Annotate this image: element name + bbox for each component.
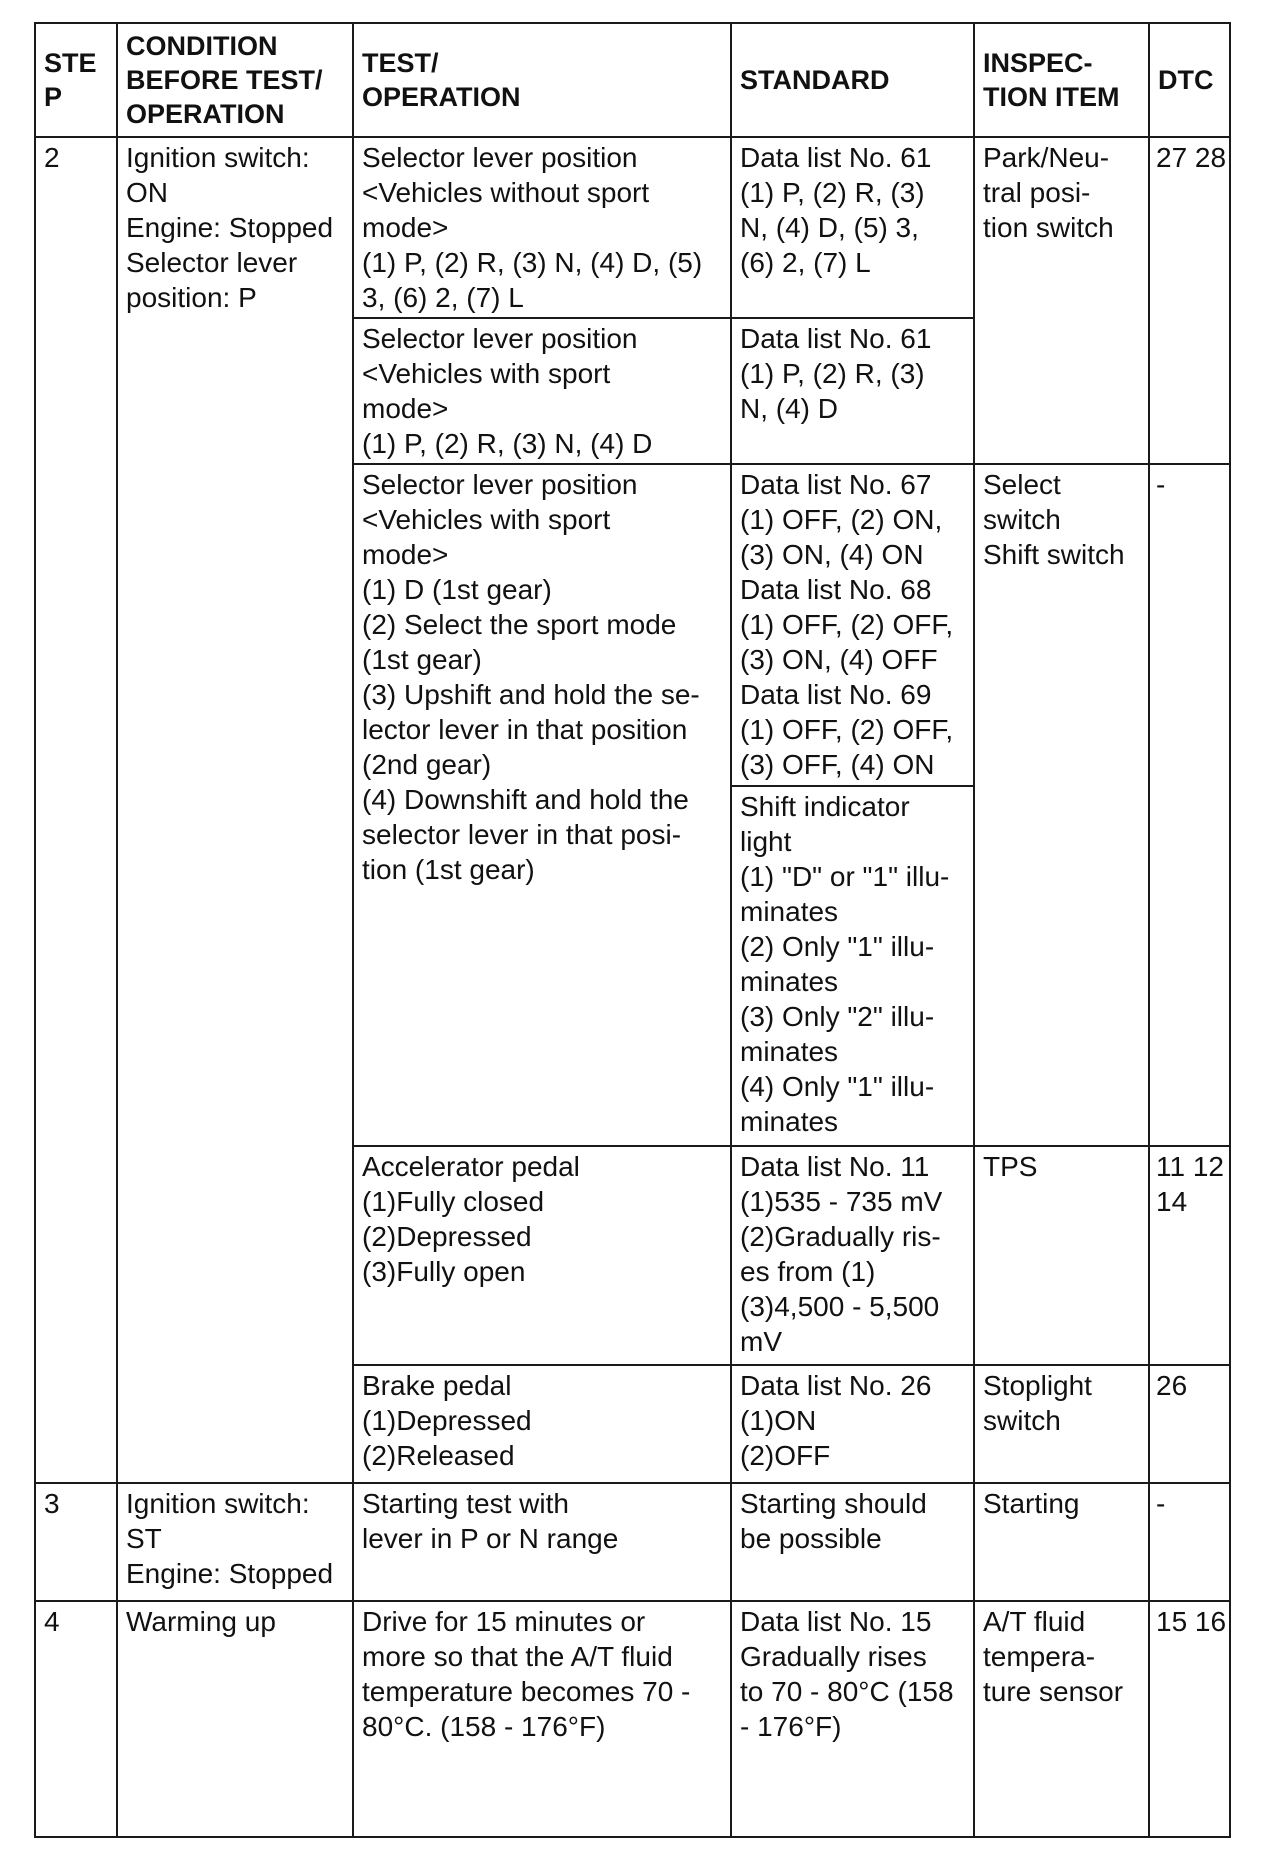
standard-cell: Data list No. 11 (1)535 - 735 mV (2)Gradually ris- es from (1) (3)4,500 - 5,500 mV xyxy=(731,1146,974,1365)
step-number: 2 xyxy=(35,137,117,1483)
dtc-cell: 26 xyxy=(1149,1365,1230,1483)
header-test: TEST/ OPERATION xyxy=(353,23,731,137)
step-number: 4 xyxy=(35,1601,117,1837)
test-cell: Brake pedal (1)Depressed (2)Released xyxy=(353,1365,731,1483)
standard-cell: Data list No. 61 (1) P, (2) R, (3) N, (4) D, (5) 3, (6) 2, (7) L xyxy=(731,137,974,318)
dtc-cell: 15 16 xyxy=(1149,1601,1230,1837)
inspection-cell: A/T fluid tempera- ture sensor xyxy=(974,1601,1149,1837)
header-row xyxy=(35,23,1230,137)
header-step: STE P xyxy=(35,23,117,137)
inspection-cell: Park/Neu- tral posi- tion switch xyxy=(974,137,1149,464)
dtc-cell: 11 12 14 xyxy=(1149,1146,1230,1365)
inspection-cell: TPS xyxy=(974,1146,1149,1365)
test-cell: Selector lever position <Vehicles without sport mode> (1) P, (2) R, (3) N, (4) D, (5) 3, (6) 2, (7) L xyxy=(353,137,731,318)
document-page xyxy=(34,22,1229,1862)
table-row xyxy=(35,1483,1230,1601)
test-cell: Starting test with lever in P or N range xyxy=(353,1483,731,1601)
standard-cell: Data list No. 67 (1) OFF, (2) ON, (3) ON, (4) ON Data list No. 68 (1) OFF, (2) OFF, (3) ON, (4) OFF Data list No. 69 (1) OFF, (2) OFF, (3) OFF, (4) ON xyxy=(731,464,974,786)
table-row xyxy=(35,137,1230,318)
inspection-cell: Stoplight switch xyxy=(974,1365,1149,1483)
dtc-cell: 27 28 xyxy=(1149,137,1230,464)
test-cell: Selector lever position <Vehicles with sport mode> (1) P, (2) R, (3) N, (4) D xyxy=(353,318,731,464)
test-cell: Drive for 15 minutes or more so that the A/T fluid temperature becomes 70 - 80°C. (158 - 176°F) xyxy=(353,1601,731,1837)
step-number: 3 xyxy=(35,1483,117,1601)
condition-cell: Ignition switch: ON Engine: Stopped Selector lever position: P xyxy=(117,137,353,1483)
test-cell: Selector lever position <Vehicles with sport mode> (1) D (1st gear) (2) Select the sport mode (1st gear) (3) Upshift and hold the se- lector lever in that position (2nd gear) (4) Downshift and hold the selector lever in that posi- tion (1st gear) xyxy=(353,464,731,1146)
standard-cell: Data list No. 61 (1) P, (2) R, (3) N, (4) D xyxy=(731,318,974,464)
condition-cell: Ignition switch: ST Engine: Stopped xyxy=(117,1483,353,1601)
condition-cell: Warming up xyxy=(117,1601,353,1837)
header-standard: STANDARD xyxy=(731,23,974,137)
header-condition: CONDITION BEFORE TEST/ OPERATION xyxy=(117,23,353,137)
inspection-cell: Select switch Shift switch xyxy=(974,464,1149,1146)
standard-cell: Starting should be possible xyxy=(731,1483,974,1601)
inspection-cell: Starting xyxy=(974,1483,1149,1601)
inspection-table xyxy=(34,22,1231,1838)
table-row xyxy=(35,1601,1230,1837)
standard-cell: Shift indicator light (1) "D" or "1" illu- minates (2) Only "1" illu- minates (3) Only "2" illu- minates (4) Only "1" illu- minates xyxy=(731,786,974,1146)
test-cell: Accelerator pedal (1)Fully closed (2)Depressed (3)Fully open xyxy=(353,1146,731,1365)
dtc-cell: - xyxy=(1149,1483,1230,1601)
header-dtc: DTC xyxy=(1149,23,1230,137)
header-inspection: INSPEC- TION ITEM xyxy=(974,23,1149,137)
standard-cell: Data list No. 15 Gradually rises to 70 - 80°C (158 - 176°F) xyxy=(731,1601,974,1837)
standard-cell: Data list No. 26 (1)ON (2)OFF xyxy=(731,1365,974,1483)
dtc-cell: - xyxy=(1149,464,1230,1146)
